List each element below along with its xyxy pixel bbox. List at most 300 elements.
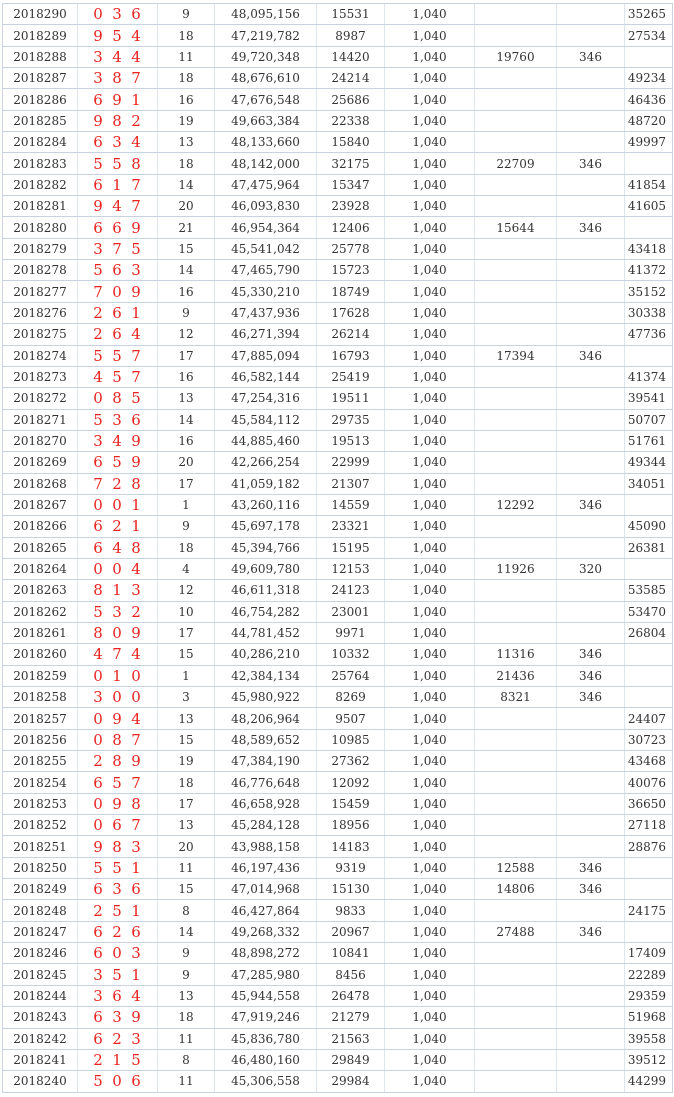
group3-prize	[557, 196, 625, 217]
winning-digit: 5	[112, 26, 123, 45]
winning-digit: 6	[131, 5, 142, 24]
table-row	[3, 46, 673, 67]
group3-winners	[475, 964, 557, 985]
sales-amount: 45,836,780	[215, 1028, 317, 1049]
prize-amount: 1,040	[385, 815, 475, 836]
winning-digit: 6	[93, 773, 104, 792]
winners-count: 27362	[317, 751, 385, 772]
winning-digit: 8	[131, 794, 142, 813]
group3-prize	[557, 281, 625, 302]
group6-winners	[625, 879, 673, 900]
winning-digit: 0	[112, 560, 123, 579]
winning-numbers	[78, 25, 158, 46]
winners-count: 9833	[317, 900, 385, 921]
prize-amount: 1,040	[385, 217, 475, 238]
sum-value: 20	[158, 452, 215, 473]
winners-count: 17628	[317, 302, 385, 323]
winners-count: 23928	[317, 196, 385, 217]
sales-amount: 45,541,042	[215, 238, 317, 259]
winning-numbers	[78, 644, 158, 665]
issue-number: 2018244	[3, 985, 78, 1006]
winning-digit: 3	[93, 965, 104, 984]
prize-amount: 1,040	[385, 751, 475, 772]
sum-value: 14	[158, 260, 215, 281]
group6-winners	[625, 665, 673, 686]
winners-count: 24214	[317, 68, 385, 89]
group3-prize: 346	[557, 644, 625, 665]
winning-digit: 1	[112, 581, 123, 600]
winning-numbers	[78, 430, 158, 451]
winning-digit: 3	[93, 688, 104, 707]
prize-amount: 1,040	[385, 430, 475, 451]
winning-numbers	[78, 452, 158, 473]
winning-digit: 3	[93, 986, 104, 1005]
winning-digit: 0	[93, 5, 104, 24]
sales-amount: 45,697,178	[215, 516, 317, 537]
table-row	[3, 473, 673, 494]
sales-amount: 46,611,318	[215, 580, 317, 601]
sales-amount: 46,197,436	[215, 857, 317, 878]
winners-count: 18749	[317, 281, 385, 302]
winners-count: 9971	[317, 622, 385, 643]
winning-digit: 6	[131, 410, 142, 429]
winners-count: 22338	[317, 110, 385, 131]
table-row	[3, 153, 673, 174]
group3-prize: 320	[557, 558, 625, 579]
winning-digit: 1	[131, 90, 142, 109]
sum-value: 18	[158, 537, 215, 558]
winning-digit: 7	[93, 282, 104, 301]
table-row	[3, 132, 673, 153]
winners-count: 14559	[317, 494, 385, 515]
group3-winners: 27488	[475, 921, 557, 942]
issue-number: 2018288	[3, 46, 78, 67]
winning-digit: 1	[112, 1051, 123, 1070]
winners-count: 12153	[317, 558, 385, 579]
sales-amount: 45,584,112	[215, 409, 317, 430]
group3-prize	[557, 943, 625, 964]
group6-winners: 35152	[625, 281, 673, 302]
results-body	[3, 4, 673, 1093]
group6-winners	[625, 46, 673, 67]
winning-digit: 3	[131, 944, 142, 963]
sales-amount: 47,014,968	[215, 879, 317, 900]
group6-winners: 26804	[625, 622, 673, 643]
group3-winners	[475, 409, 557, 430]
winning-numbers	[78, 1071, 158, 1092]
winning-digit: 7	[131, 816, 142, 835]
sum-value: 12	[158, 580, 215, 601]
table-row	[3, 302, 673, 323]
group3-prize	[557, 25, 625, 46]
group6-winners: 49997	[625, 132, 673, 153]
sales-amount: 48,133,660	[215, 132, 317, 153]
winning-digit: 6	[112, 816, 123, 835]
group3-prize	[557, 324, 625, 345]
issue-number: 2018255	[3, 751, 78, 772]
group3-prize	[557, 452, 625, 473]
issue-number: 2018266	[3, 516, 78, 537]
group6-winners: 30723	[625, 729, 673, 750]
issue-number: 2018267	[3, 494, 78, 515]
group6-winners	[625, 687, 673, 708]
winners-count: 21279	[317, 1007, 385, 1028]
group3-prize	[557, 1007, 625, 1028]
sales-amount: 41,059,182	[215, 473, 317, 494]
issue-number: 2018273	[3, 366, 78, 387]
winning-digit: 4	[131, 26, 142, 45]
prize-amount: 1,040	[385, 687, 475, 708]
winning-digit: 6	[112, 261, 123, 280]
group3-winners: 11316	[475, 644, 557, 665]
prize-amount: 1,040	[385, 836, 475, 857]
winners-count: 23321	[317, 516, 385, 537]
prize-amount: 1,040	[385, 281, 475, 302]
winning-digit: 9	[93, 26, 104, 45]
sales-amount: 46,776,648	[215, 772, 317, 793]
winning-digit: 0	[112, 496, 123, 515]
winning-numbers	[78, 174, 158, 195]
group6-winners: 41605	[625, 196, 673, 217]
winning-digit: 6	[93, 218, 104, 237]
winning-digit: 6	[93, 538, 104, 557]
winning-digit: 2	[93, 325, 104, 344]
winning-digit: 2	[93, 752, 104, 771]
sum-value: 21	[158, 217, 215, 238]
group6-winners: 45090	[625, 516, 673, 537]
table-row	[3, 857, 673, 878]
table-row	[3, 537, 673, 558]
winning-digit: 8	[112, 69, 123, 88]
group3-prize: 346	[557, 687, 625, 708]
winning-digit: 6	[112, 303, 123, 322]
prize-amount: 1,040	[385, 537, 475, 558]
winning-digit: 0	[93, 730, 104, 749]
sum-value: 11	[158, 46, 215, 67]
group3-prize	[557, 430, 625, 451]
winners-count: 15840	[317, 132, 385, 153]
issue-number: 2018277	[3, 281, 78, 302]
table-row	[3, 516, 673, 537]
winning-numbers	[78, 68, 158, 89]
group6-winners	[625, 217, 673, 238]
table-row	[3, 793, 673, 814]
group3-prize	[557, 4, 625, 25]
group3-winners	[475, 537, 557, 558]
winners-count: 29735	[317, 409, 385, 430]
issue-number: 2018280	[3, 217, 78, 238]
issue-number: 2018289	[3, 25, 78, 46]
winning-digit: 9	[131, 432, 142, 451]
winning-digit: 9	[131, 218, 142, 237]
sum-value: 12	[158, 324, 215, 345]
group6-winners	[625, 921, 673, 942]
winners-count: 19511	[317, 388, 385, 409]
group3-winners	[475, 4, 557, 25]
table-row	[3, 452, 673, 473]
table-row	[3, 665, 673, 686]
winning-digit: 5	[112, 154, 123, 173]
table-row	[3, 772, 673, 793]
group3-winners	[475, 772, 557, 793]
issue-number: 2018274	[3, 345, 78, 366]
prize-amount: 1,040	[385, 494, 475, 515]
winning-numbers	[78, 516, 158, 537]
winning-digit: 4	[131, 47, 142, 66]
table-row	[3, 1071, 673, 1092]
issue-number: 2018269	[3, 452, 78, 473]
group6-winners: 41372	[625, 260, 673, 281]
winners-count: 15459	[317, 793, 385, 814]
winners-count: 22999	[317, 452, 385, 473]
winners-count: 10841	[317, 943, 385, 964]
winning-numbers	[78, 751, 158, 772]
sum-value: 13	[158, 815, 215, 836]
sum-value: 13	[158, 132, 215, 153]
sum-value: 11	[158, 857, 215, 878]
sales-amount: 47,384,190	[215, 751, 317, 772]
group3-winners	[475, 985, 557, 1006]
winning-digit: 5	[112, 346, 123, 365]
winning-digit: 0	[93, 794, 104, 813]
winners-count: 14183	[317, 836, 385, 857]
sum-value: 9	[158, 964, 215, 985]
winners-count: 12092	[317, 772, 385, 793]
issue-number: 2018282	[3, 174, 78, 195]
winning-digit: 5	[131, 1051, 142, 1070]
sales-amount: 49,268,332	[215, 921, 317, 942]
prize-amount: 1,040	[385, 409, 475, 430]
group6-winners: 41374	[625, 366, 673, 387]
group3-prize	[557, 985, 625, 1006]
sales-amount: 48,676,610	[215, 68, 317, 89]
group3-winners: 14806	[475, 879, 557, 900]
table-row	[3, 174, 673, 195]
winning-numbers	[78, 836, 158, 857]
sum-value: 8	[158, 1049, 215, 1070]
winning-numbers	[78, 281, 158, 302]
group3-winners	[475, 1049, 557, 1070]
winners-count: 29984	[317, 1071, 385, 1092]
winners-count: 9319	[317, 857, 385, 878]
winning-digit: 7	[112, 239, 123, 258]
issue-number: 2018264	[3, 558, 78, 579]
sales-amount: 42,266,254	[215, 452, 317, 473]
winning-digit: 4	[131, 560, 142, 579]
winning-numbers	[78, 409, 158, 430]
winning-digit: 0	[131, 688, 142, 707]
group6-winners	[625, 153, 673, 174]
group3-prize	[557, 409, 625, 430]
winning-digit: 8	[112, 730, 123, 749]
prize-amount: 1,040	[385, 558, 475, 579]
prize-amount: 1,040	[385, 516, 475, 537]
sales-amount: 47,219,782	[215, 25, 317, 46]
winning-numbers	[78, 1028, 158, 1049]
sum-value: 17	[158, 793, 215, 814]
prize-amount: 1,040	[385, 473, 475, 494]
group3-winners	[475, 580, 557, 601]
issue-number: 2018259	[3, 665, 78, 686]
winning-digit: 4	[131, 645, 142, 664]
winning-digit: 5	[112, 453, 123, 472]
sum-value: 18	[158, 1007, 215, 1028]
winning-digit: 5	[93, 346, 104, 365]
winners-count: 15723	[317, 260, 385, 281]
prize-amount: 1,040	[385, 25, 475, 46]
winning-digit: 0	[112, 1072, 123, 1091]
winning-digit: 2	[131, 602, 142, 621]
winning-digit: 6	[93, 453, 104, 472]
winning-digit: 6	[93, 922, 104, 941]
winning-digit: 0	[93, 816, 104, 835]
winning-digit: 9	[131, 752, 142, 771]
issue-number: 2018249	[3, 879, 78, 900]
winning-digit: 5	[112, 965, 123, 984]
group3-prize	[557, 601, 625, 622]
winning-digit: 3	[112, 133, 123, 152]
winners-count: 15347	[317, 174, 385, 195]
issue-number: 2018271	[3, 409, 78, 430]
table-row	[3, 25, 673, 46]
sales-amount: 46,480,160	[215, 1049, 317, 1070]
group3-winners	[475, 89, 557, 110]
sales-amount: 46,093,830	[215, 196, 317, 217]
sum-value: 20	[158, 196, 215, 217]
table-row	[3, 324, 673, 345]
group6-winners: 43468	[625, 751, 673, 772]
issue-number: 2018251	[3, 836, 78, 857]
winning-digit: 8	[112, 389, 123, 408]
winners-count: 10332	[317, 644, 385, 665]
group3-prize: 346	[557, 153, 625, 174]
winning-digit: 6	[112, 986, 123, 1005]
group3-prize	[557, 964, 625, 985]
prize-amount: 1,040	[385, 857, 475, 878]
winning-digit: 3	[112, 5, 123, 24]
prize-amount: 1,040	[385, 366, 475, 387]
table-row	[3, 900, 673, 921]
group3-prize	[557, 1049, 625, 1070]
group6-winners: 39512	[625, 1049, 673, 1070]
winning-digit: 2	[93, 901, 104, 920]
winning-digit: 5	[93, 154, 104, 173]
winners-count: 32175	[317, 153, 385, 174]
sales-amount: 48,589,652	[215, 729, 317, 750]
winning-digit: 8	[93, 581, 104, 600]
table-row	[3, 345, 673, 366]
group3-winners	[475, 281, 557, 302]
winning-digit: 2	[112, 922, 123, 941]
winning-digit: 7	[131, 773, 142, 792]
winning-digit: 0	[112, 688, 123, 707]
winners-count: 21307	[317, 473, 385, 494]
issue-number: 2018262	[3, 601, 78, 622]
winning-numbers	[78, 324, 158, 345]
sales-amount: 46,954,364	[215, 217, 317, 238]
sales-amount: 49,720,348	[215, 46, 317, 67]
winners-count: 8987	[317, 25, 385, 46]
sales-amount: 46,427,864	[215, 900, 317, 921]
table-row	[3, 1049, 673, 1070]
winning-digit: 7	[131, 346, 142, 365]
winning-numbers	[78, 857, 158, 878]
group3-winners: 22709	[475, 153, 557, 174]
group3-prize: 346	[557, 665, 625, 686]
issue-number: 2018243	[3, 1007, 78, 1028]
sum-value: 11	[158, 1028, 215, 1049]
group6-winners: 53470	[625, 601, 673, 622]
group6-winners: 26381	[625, 537, 673, 558]
group3-winners: 11926	[475, 558, 557, 579]
winning-digit: 3	[131, 261, 142, 280]
table-row	[3, 687, 673, 708]
prize-amount: 1,040	[385, 68, 475, 89]
prize-amount: 1,040	[385, 985, 475, 1006]
sum-value: 15	[158, 879, 215, 900]
winning-numbers	[78, 89, 158, 110]
group3-winners: 12588	[475, 857, 557, 878]
sales-amount: 47,676,548	[215, 89, 317, 110]
issue-number: 2018254	[3, 772, 78, 793]
group6-winners: 51761	[625, 430, 673, 451]
group3-winners: 15644	[475, 217, 557, 238]
winning-digit: 4	[131, 133, 142, 152]
winning-digit: 7	[93, 474, 104, 493]
winning-numbers	[78, 366, 158, 387]
winners-count: 8269	[317, 687, 385, 708]
winning-digit: 4	[112, 432, 123, 451]
table-row	[3, 281, 673, 302]
table-row	[3, 708, 673, 729]
winning-digit: 4	[131, 325, 142, 344]
winners-count: 15195	[317, 537, 385, 558]
sum-value: 17	[158, 345, 215, 366]
group3-winners	[475, 366, 557, 387]
group6-winners	[625, 494, 673, 515]
group6-winners: 47736	[625, 324, 673, 345]
winning-digit: 5	[93, 261, 104, 280]
sum-value: 14	[158, 921, 215, 942]
sum-value: 9	[158, 516, 215, 537]
group3-prize	[557, 110, 625, 131]
winners-count: 23001	[317, 601, 385, 622]
winning-digit: 7	[112, 645, 123, 664]
group3-winners	[475, 238, 557, 259]
group3-prize	[557, 174, 625, 195]
issue-number: 2018252	[3, 815, 78, 836]
prize-amount: 1,040	[385, 196, 475, 217]
winning-numbers	[78, 772, 158, 793]
winning-digit: 3	[131, 837, 142, 856]
group3-winners: 21436	[475, 665, 557, 686]
winners-count: 10985	[317, 729, 385, 750]
winning-digit: 8	[112, 752, 123, 771]
group3-prize	[557, 89, 625, 110]
group3-winners	[475, 68, 557, 89]
group3-prize	[557, 729, 625, 750]
table-row	[3, 964, 673, 985]
sum-value: 9	[158, 943, 215, 964]
table-row	[3, 985, 673, 1006]
issue-number: 2018248	[3, 900, 78, 921]
table-row	[3, 751, 673, 772]
winning-digit: 9	[131, 624, 142, 643]
winners-count: 25686	[317, 89, 385, 110]
sales-amount: 46,754,282	[215, 601, 317, 622]
winning-digit: 1	[131, 496, 142, 515]
issue-number: 2018245	[3, 964, 78, 985]
